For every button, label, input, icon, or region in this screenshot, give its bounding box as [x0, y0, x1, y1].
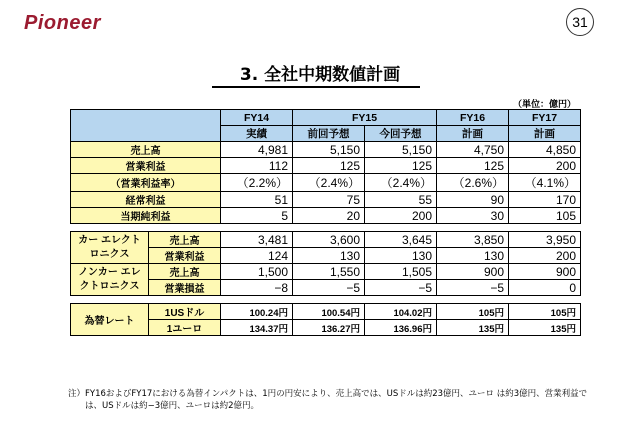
cell: 55 — [365, 192, 437, 208]
cell: 900 — [509, 264, 581, 280]
fx-rate-label: 為替レート — [71, 304, 149, 336]
cell: 75 — [293, 192, 365, 208]
row-label: 1USドル — [149, 304, 221, 320]
row-label: 営業損益 — [149, 280, 221, 296]
cell: 100.24円 — [221, 304, 293, 320]
cell: −5 — [365, 280, 437, 296]
cell: 4,750 — [437, 142, 509, 158]
financial-plan-table — [70, 109, 581, 336]
cell: 136.27円 — [293, 320, 365, 336]
cell: 125 — [293, 158, 365, 174]
cell: 135円 — [509, 320, 581, 336]
unit-label: （単位：億円） — [512, 100, 576, 110]
title-underline — [212, 86, 420, 88]
row-label: 売上高 — [149, 232, 221, 248]
cell: 130 — [437, 248, 509, 264]
cell: 105円 — [437, 304, 509, 320]
cell: 130 — [365, 248, 437, 264]
cell: 170 — [509, 192, 581, 208]
segment-car-electronics: カー エレクトロニクス — [71, 232, 149, 264]
footnote-line-1: 注）FY16およびFY17における為替インパクトは、1円の円安により、売上高では、USドルは約23億円、ユーロ は約3億円、営業利益で — [68, 389, 588, 399]
cell: 136.96円 — [365, 320, 437, 336]
cell: （2.6%） — [437, 174, 509, 192]
header-corner — [71, 110, 221, 142]
cell: 20 — [293, 208, 365, 224]
cell: 104.02円 — [365, 304, 437, 320]
col-fy14-actual: 実績 — [221, 126, 293, 142]
cell: −5 — [437, 280, 509, 296]
row-noncar-sales — [71, 264, 581, 280]
cell: 5 — [221, 208, 293, 224]
cell: （2.4%） — [293, 174, 365, 192]
page-number: 31 — [566, 8, 594, 36]
cell: 0 — [509, 280, 581, 296]
row-operating-income — [71, 158, 581, 174]
cell: 124 — [221, 248, 293, 264]
row-fx-usd — [71, 304, 581, 320]
cell: 51 — [221, 192, 293, 208]
cell: −5 — [293, 280, 365, 296]
cell: −8 — [221, 280, 293, 296]
cell: 4,981 — [221, 142, 293, 158]
row-operating-margin — [71, 174, 581, 192]
col-fy17-plan: 計画 — [509, 126, 581, 142]
row-label: 当期純利益 — [71, 208, 221, 224]
cell: 3,950 — [509, 232, 581, 248]
col-fy15-current: 今回予想 — [365, 126, 437, 142]
cell: 200 — [509, 248, 581, 264]
cell: 125 — [365, 158, 437, 174]
cell: 5,150 — [365, 142, 437, 158]
col-fy16-plan: 計画 — [437, 126, 509, 142]
row-label: 売上高 — [149, 264, 221, 280]
col-fy17: FY17 — [509, 110, 581, 126]
cell: （2.2%） — [221, 174, 293, 192]
segment-noncar-electronics: ノンカー エレクトロニクス — [71, 264, 149, 296]
cell: 105 — [509, 208, 581, 224]
col-fy16: FY16 — [437, 110, 509, 126]
row-net-income — [71, 208, 581, 224]
cell: 5,150 — [293, 142, 365, 158]
cell: 4,850 — [509, 142, 581, 158]
cell: 200 — [509, 158, 581, 174]
cell: 3,850 — [437, 232, 509, 248]
row-ordinary-income — [71, 192, 581, 208]
col-fy14: FY14 — [221, 110, 293, 126]
cell: 30 — [437, 208, 509, 224]
page-title: 3. 全社中期数値計画 — [239, 65, 401, 85]
pioneer-logo: Pioneer — [24, 12, 101, 34]
cell: 112 — [221, 158, 293, 174]
row-label: 営業利益 — [149, 248, 221, 264]
cell: 134.37円 — [221, 320, 293, 336]
cell: 3,481 — [221, 232, 293, 248]
cell: 90 — [437, 192, 509, 208]
cell: 1,505 — [365, 264, 437, 280]
col-fy15: FY15 — [293, 110, 437, 126]
row-label: 1ユーロ — [149, 320, 221, 336]
cell: 125 — [437, 158, 509, 174]
cell: 200 — [365, 208, 437, 224]
spacer-row — [71, 296, 581, 304]
footnote-line-2: は、USドルは約−3億円、ユーロは約2億円。 — [85, 401, 260, 411]
spacer-row — [71, 224, 581, 232]
cell: 135円 — [437, 320, 509, 336]
row-car-sales — [71, 232, 581, 248]
cell: 1,550 — [293, 264, 365, 280]
cell: 3,645 — [365, 232, 437, 248]
cell: 105円 — [509, 304, 581, 320]
cell: 3,600 — [293, 232, 365, 248]
row-label: 売上高 — [71, 142, 221, 158]
cell: 900 — [437, 264, 509, 280]
cell: 100.54円 — [293, 304, 365, 320]
cell: 1,500 — [221, 264, 293, 280]
cell: （4.1%） — [509, 174, 581, 192]
footnote — [68, 388, 588, 412]
cell: （2.4%） — [365, 174, 437, 192]
row-label: 営業利益 — [71, 158, 221, 174]
col-fy15-previous: 前回予想 — [293, 126, 365, 142]
row-net-sales — [71, 142, 581, 158]
row-label: （営業利益率） — [71, 174, 221, 192]
cell: 130 — [293, 248, 365, 264]
row-label: 経常利益 — [71, 192, 221, 208]
